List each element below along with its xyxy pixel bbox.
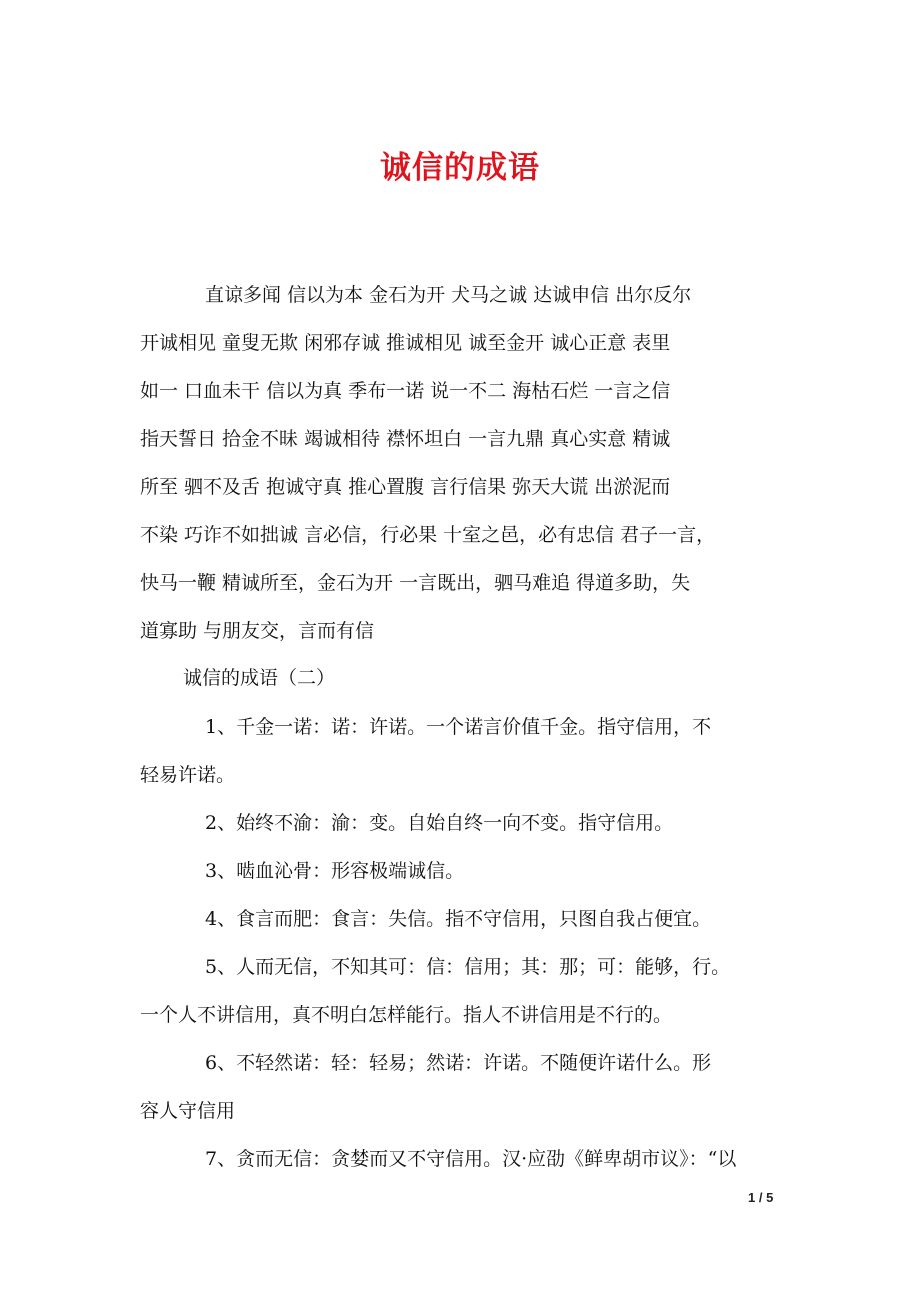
- list-item-7-line-1: 7、贪而无信：贪婪而又不守信用。汉·应劭《鲜卑胡市议》：“以: [205, 1148, 737, 1170]
- list-item-2: 2、始终不渝：渝：变。自始自终一向不变。指守信用。: [205, 812, 674, 834]
- paragraph-line-7: 快马一鞭 精诚所至，金石为开 一言既出，驷马难追 得道多助，失: [140, 572, 691, 594]
- paragraph-line-6: 不染 巧诈不如拙诚 言必信，行必果 十室之邑，必有忠信 君子一言，: [140, 524, 716, 546]
- list-item-6-line-1: 6、不轻然诺：轻：轻易；然诺：许诺。不随便许诺什么。形: [205, 1052, 712, 1074]
- paragraph-line-4: 指天誓日 拾金不昧 竭诚相待 襟怀坦白 一言九鼎 真心实意 精诚: [140, 428, 671, 450]
- document-title: 诚信的成语: [380, 150, 540, 186]
- paragraph-line-8: 道寡助 与朋友交，言而有信: [140, 620, 375, 642]
- paragraph-line-2: 开诚相见 童叟无欺 闲邪存诚 推诚相见 诚至金开 诚心正意 表里: [140, 332, 671, 354]
- list-item-5-line-2: 一个人不讲信用，真不明白怎样能行。指人不讲信用是不行的。: [140, 1004, 673, 1026]
- paragraph-line-3: 如一 口血未干 信以为真 季布一诺 说一不二 海枯石烂 一言之信: [140, 380, 671, 402]
- list-item-1-line-1: 1、千金一诺：诺：许诺。一个诺言价值千金。指守信用，不: [205, 716, 712, 738]
- page-number: 1 / 5: [748, 1190, 774, 1205]
- list-item-1-line-2: 轻易许诺。: [140, 764, 236, 786]
- list-item-4: 4、食言而肥：食言：失信。指不守信用，只图自我占便宜。: [205, 908, 712, 930]
- list-item-6-line-2: 容人守信用: [140, 1100, 236, 1122]
- paragraph-line-5: 所至 驷不及舌 抱诚守真 推心置腹 言行信果 弥天大谎 出淤泥而: [140, 476, 671, 498]
- list-item-3: 3、啮血沁骨：形容极端诚信。: [205, 860, 465, 882]
- section-heading: 诚信的成语（二）: [183, 667, 336, 689]
- list-item-5-line-1: 5、人而无信，不知其可：信：信用；其：那；可：能够，行。: [205, 956, 731, 978]
- paragraph-line-1: 直谅多闻 信以为本 金石为开 犬马之诚 达诚申信 出尔反尔: [205, 284, 692, 306]
